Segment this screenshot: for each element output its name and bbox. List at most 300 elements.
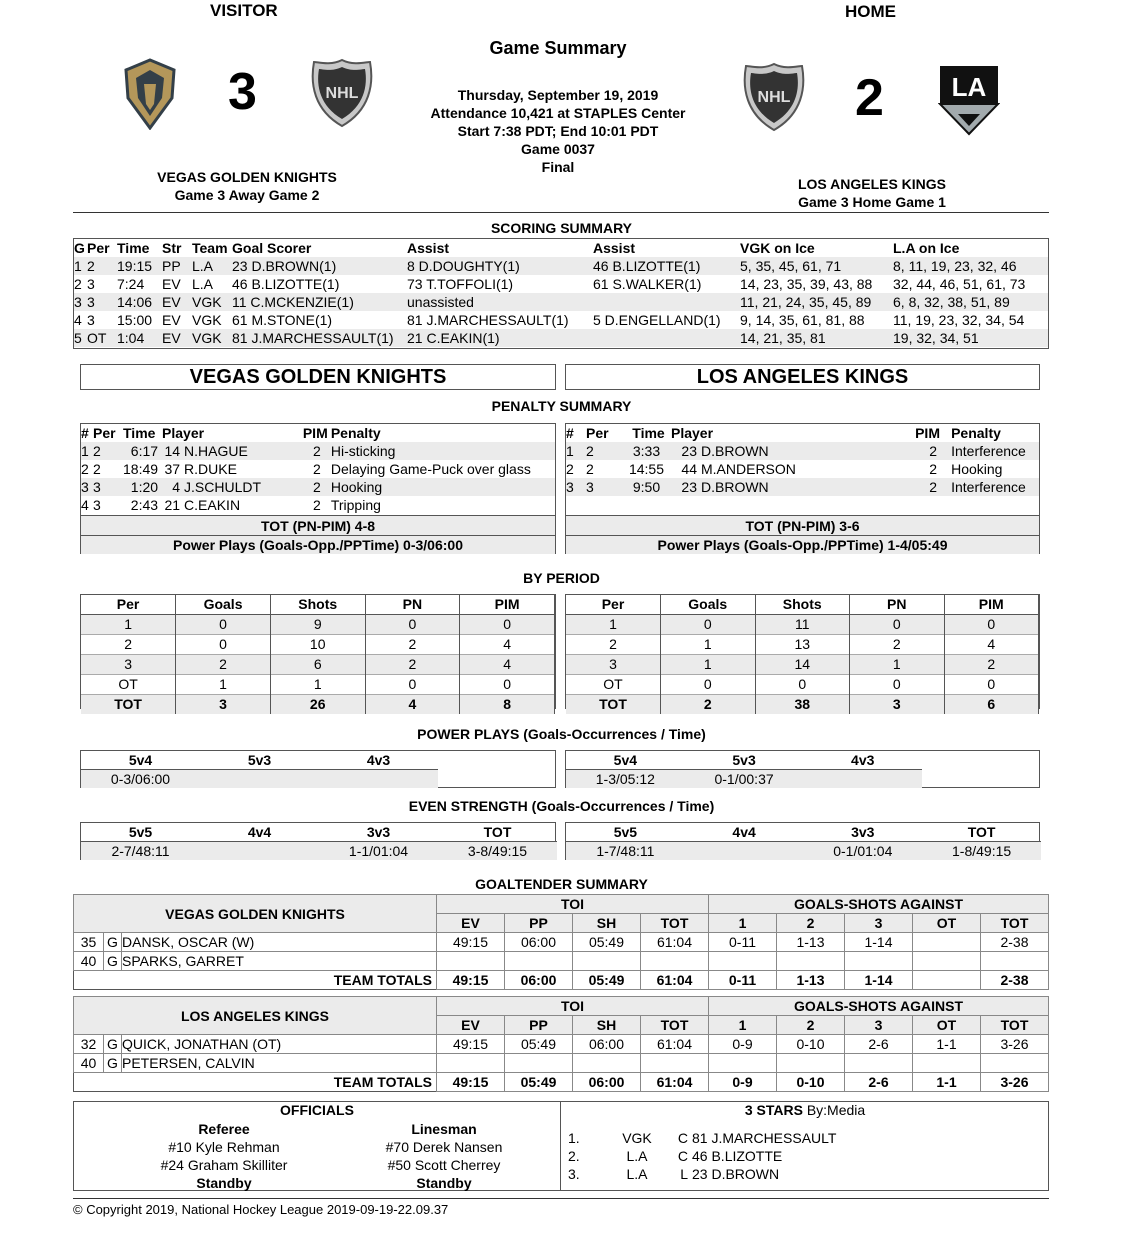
by-period-cell: 2 xyxy=(850,635,945,655)
toi-header: TOI xyxy=(437,997,709,1016)
goalie-cell xyxy=(777,952,845,971)
even_strength-cell: 2-7/48:11 xyxy=(111,843,170,859)
by-period-row xyxy=(81,675,555,695)
col-header: Goal Scorer xyxy=(232,240,312,256)
lak-penalty-table xyxy=(565,423,1040,554)
penalty-cell: 23 xyxy=(681,443,697,459)
goalie-row xyxy=(74,1035,1049,1054)
penalty-cell: 2 xyxy=(929,479,937,495)
by-period-cell: 2 xyxy=(365,655,460,675)
star-cell: L.A xyxy=(626,1148,648,1164)
linesman-name: #70 Derek Nansen xyxy=(385,1139,503,1155)
penalty-cell: 1 xyxy=(81,443,89,459)
col-header: Assist xyxy=(407,240,450,256)
by-period-cell: OT xyxy=(566,675,661,695)
by-period-cell: 1 xyxy=(270,675,365,695)
col-header: Time xyxy=(117,240,150,256)
goalie-row xyxy=(74,952,1049,971)
scoring-cell: 8 D.DOUGHTY(1) xyxy=(407,258,520,274)
col-header: 5v4 xyxy=(566,751,685,770)
by-period-row xyxy=(81,695,555,715)
scoring-cell: EV xyxy=(162,276,181,292)
penalty-cell: 2 xyxy=(929,461,937,477)
star-cell: L xyxy=(680,1166,688,1182)
scoring-cell: EV xyxy=(162,294,181,310)
goalie-cell: 49:15 xyxy=(437,1035,505,1054)
scoring-cell: 5 xyxy=(74,330,82,346)
three-stars-title: 3 STARS xyxy=(744,1102,803,1118)
team-totals-cell: 0-10 xyxy=(777,1073,845,1092)
by-period-cell: 3 xyxy=(566,655,661,675)
by-period-cell: 0 xyxy=(365,675,460,695)
scoring-cell: unassisted xyxy=(407,294,474,310)
power_plays-header-row xyxy=(566,751,922,770)
penalty-cell: Interference xyxy=(951,443,1026,459)
goalie-cell: 06:00 xyxy=(505,933,573,952)
team-totals-cell: 49:15 xyxy=(437,971,505,990)
by-period-cell: 2 xyxy=(176,655,271,675)
col-header: Shots xyxy=(270,595,365,615)
by-period-cell: OT xyxy=(81,675,176,695)
team-totals-cell: 2-38 xyxy=(981,971,1049,990)
by-period-cell: 2 xyxy=(365,635,460,655)
by-period-row xyxy=(566,655,1039,675)
scoring-cell: 5, 35, 45, 61, 71 xyxy=(740,258,842,274)
scoring-cell: 2 xyxy=(87,258,95,274)
vgk-team-banner: VEGAS GOLDEN KNIGHTS xyxy=(80,364,556,390)
power_plays-cell xyxy=(200,770,319,789)
even_strength-cell: 1-7/48:11 xyxy=(596,843,655,859)
penalty-cell: 3 xyxy=(566,479,574,495)
penalty-cell: 2 xyxy=(93,443,101,459)
penalty-summary-title: PENALTY SUMMARY xyxy=(491,398,632,414)
col-header: Str xyxy=(162,240,182,256)
even_strength-cell xyxy=(685,842,804,861)
power_plays-cell xyxy=(319,770,438,789)
scoring-cell: 2 xyxy=(74,276,82,292)
by-period-cell: 6 xyxy=(270,655,365,675)
scoring-cell: 3 xyxy=(87,276,95,292)
col-header: 2 xyxy=(777,1016,845,1035)
scoring-cell: 81 J.MARCHESSAULT(1) xyxy=(232,330,394,346)
col-header: Per xyxy=(81,595,176,615)
star-row xyxy=(568,1165,836,1183)
game-times: Start 7:38 PDT; End 10:01 PDT xyxy=(457,123,659,139)
scoring-cell: 3 xyxy=(87,294,95,310)
team-totals-cell: 61:04 xyxy=(641,1073,709,1092)
penalty-cell: Tripping xyxy=(330,497,381,513)
by-period-cell: 3 xyxy=(850,695,945,715)
scoring-cell: 8, 11, 19, 23, 32, 46 xyxy=(893,258,1017,274)
by-period-cell: 0 xyxy=(944,615,1039,635)
penalty-cell: 18:49 xyxy=(123,461,159,477)
star-cell: C xyxy=(677,1148,688,1164)
col-header: 3 xyxy=(845,1016,913,1035)
col-header: OT xyxy=(913,914,981,933)
col-header: Player xyxy=(162,425,205,441)
scoring-cell: 5 D.ENGELLAND(1) xyxy=(593,312,721,328)
page-title: Game Summary xyxy=(489,38,627,58)
star-cell: 1. xyxy=(568,1130,580,1146)
by-period-cell: TOT xyxy=(81,695,176,715)
svg-text:LA: LA xyxy=(951,72,987,102)
penalty-cell: Interference xyxy=(951,479,1026,495)
col-header: Per xyxy=(87,240,110,256)
col-header: 5v5 xyxy=(81,823,200,842)
penalty-cell: 2 xyxy=(586,443,594,459)
star-cell: 81 J.MARCHESSAULT xyxy=(692,1130,837,1146)
col-header: 5v4 xyxy=(81,751,200,770)
col-header: Team xyxy=(192,240,228,256)
power_plays-row xyxy=(566,770,922,789)
goalie-cell xyxy=(641,1054,709,1073)
game-status: Final xyxy=(541,159,575,175)
by-period-cell: 0 xyxy=(661,615,756,635)
goalie-cell: 40 xyxy=(74,952,104,971)
goalie-cell: 49:15 xyxy=(437,933,505,952)
goalie-cell: PETERSEN, CALVIN xyxy=(122,1054,437,1073)
by-period-row xyxy=(566,635,1039,655)
goalie-cell: 05:49 xyxy=(505,1035,573,1054)
col-header: TOT xyxy=(641,914,709,933)
goalie-cell xyxy=(981,952,1049,971)
scoring-row xyxy=(74,275,1048,293)
col-header: TOT xyxy=(981,914,1049,933)
by-period-cell: 6 xyxy=(944,695,1039,715)
penalty-header-row xyxy=(566,424,1039,442)
star-row xyxy=(568,1129,836,1147)
copyright: © Copyright 2019, National Hockey League 2019-09-19-22.09.37 xyxy=(73,1202,449,1217)
scoring-cell xyxy=(593,329,740,347)
col-header: G xyxy=(74,240,85,256)
scoring-summary-table xyxy=(73,238,1049,349)
scoring-summary-title: SCORING SUMMARY xyxy=(490,220,633,236)
scoring-cell: 21 C.EAKIN(1) xyxy=(407,330,500,346)
penalty-cell: 44 xyxy=(681,461,697,477)
col-header: OT xyxy=(913,1016,981,1035)
scoring-cell: 81 J.MARCHESSAULT(1) xyxy=(407,312,569,328)
goalie-cell: SPARKS, GARRET xyxy=(122,952,437,971)
goalie-cell: 0-9 xyxy=(709,1035,777,1054)
scoring-cell: 46 B.LIZOTTE(1) xyxy=(232,276,340,292)
goalie-cell xyxy=(437,1054,505,1073)
even_strength-cell: 0-1/01:04 xyxy=(833,843,893,859)
penalty-cell: 2 xyxy=(312,497,321,513)
vgk-goalie-table xyxy=(73,894,1049,990)
scoring-cell: EV xyxy=(162,330,181,346)
by-period-cell: 0 xyxy=(365,615,460,635)
penalty-cell: 37 xyxy=(164,461,181,477)
by-period-cell: 4 xyxy=(944,635,1039,655)
standby-label: Standby xyxy=(416,1175,472,1191)
col-header: 3v3 xyxy=(803,823,922,842)
goalie-cell: 2-38 xyxy=(981,933,1049,952)
game-number: Game 0037 xyxy=(521,141,595,157)
lak-even-strength-table xyxy=(565,822,1040,860)
col-header: 5v3 xyxy=(685,751,804,770)
scoring-cell: VGK xyxy=(192,330,222,346)
goalie-cell: G xyxy=(104,1035,122,1054)
star-cell: 46 B.LIZOTTE xyxy=(692,1148,783,1164)
penalty-cell: 2 xyxy=(81,461,89,477)
by-period-cell: 0 xyxy=(850,675,945,695)
scoring-cell: 11 C.MCKENZIE(1) xyxy=(232,294,354,310)
goalie-team-totals-row xyxy=(74,1073,1049,1092)
scoring-cell: 11, 21, 24, 35, 45, 89 xyxy=(740,294,872,310)
goalie-row xyxy=(74,933,1049,952)
star-cell: 23 D.BROWN xyxy=(692,1166,780,1182)
star-cell: 2. xyxy=(568,1148,580,1164)
by-period-row xyxy=(81,655,555,675)
penalty-cell: 4 xyxy=(81,497,89,513)
scoring-cell: OT xyxy=(87,330,107,346)
scoring-cell: 61 M.STONE(1) xyxy=(232,312,333,328)
divider xyxy=(73,212,1049,213)
col-header: 5v3 xyxy=(200,751,319,770)
scoring-header-row xyxy=(74,239,1048,257)
lak-by-period-table xyxy=(565,594,1040,712)
by-period-title: BY PERIOD xyxy=(523,570,600,586)
by-period-row xyxy=(566,615,1039,635)
even_strength-header-row xyxy=(566,823,1041,842)
power_plays-header-row xyxy=(81,751,438,770)
team-totals-cell: 61:04 xyxy=(641,971,709,990)
goalie-cell xyxy=(777,1054,845,1073)
officials-title: OFFICIALS xyxy=(280,1102,354,1118)
goalie-cell xyxy=(573,1054,641,1073)
by-period-row xyxy=(566,695,1039,715)
scoring-cell: 19, 32, 34, 51 xyxy=(893,330,979,346)
star-cell: C xyxy=(677,1130,688,1146)
scoring-cell: 32, 44, 46, 51, 61, 73 xyxy=(893,276,1026,292)
team-totals-cell: 49:15 xyxy=(437,1073,505,1092)
goalie-cell: DANSK, OSCAR (W) xyxy=(122,933,437,952)
even_strength-header-row xyxy=(81,823,557,842)
by-period-cell: 0 xyxy=(850,615,945,635)
scoring-cell: 14:06 xyxy=(117,294,153,310)
penalty-row xyxy=(566,442,1039,460)
penalty-cell: 2 xyxy=(586,461,594,477)
penalty-row xyxy=(566,460,1039,478)
vgk-power-plays: Power Plays (Goals-Opp./PPTime) 0-3/06:00 xyxy=(81,535,555,554)
by-period-cell: 3 xyxy=(81,655,176,675)
by-period-cell: 2 xyxy=(661,695,756,715)
divider xyxy=(73,1198,1049,1199)
goalie-cell xyxy=(437,952,505,971)
goals-shots-against-header: GOALS-SHOTS AGAINST xyxy=(709,895,1049,914)
by-period-cell: 0 xyxy=(460,615,555,635)
scoring-cell: 9, 14, 35, 61, 81, 88 xyxy=(740,312,865,328)
penalty-cell: 2 xyxy=(312,443,321,459)
by-period-row xyxy=(81,615,555,635)
goalie-team-name: VEGAS GOLDEN KNIGHTS xyxy=(74,895,437,933)
scoring-cell: 23 D.BROWN(1) xyxy=(232,258,337,274)
col-header: L.A on Ice xyxy=(893,240,960,256)
col-header: Shots xyxy=(755,595,850,615)
goalie-cell: G xyxy=(104,952,122,971)
goalie-cell: G xyxy=(104,933,122,952)
home-score: 2 xyxy=(855,69,884,127)
col-header: TOT xyxy=(922,823,1041,842)
goalie-cell: 2-6 xyxy=(845,1035,913,1054)
team-totals-label: TEAM TOTALS xyxy=(74,971,437,990)
scoring-cell: 61 S.WALKER(1) xyxy=(593,276,702,292)
col-header: PP xyxy=(505,914,573,933)
scoring-cell: 4 xyxy=(74,312,82,328)
penalty-header-row xyxy=(81,424,555,442)
penalty-cell: 2:43 xyxy=(130,497,159,513)
penalty-cell: 1 xyxy=(566,443,574,459)
penalty-row xyxy=(81,478,555,496)
col-header: 3v3 xyxy=(319,823,438,842)
scoring-cell: 15:00 xyxy=(117,312,153,328)
goalie-cell: 0-11 xyxy=(709,933,777,952)
by-period-cell: 0 xyxy=(661,675,756,695)
home-label: HOME xyxy=(845,2,896,21)
scoring-cell: 3 xyxy=(87,312,95,328)
goalie-cell xyxy=(913,952,981,971)
scoring-row xyxy=(74,311,1048,329)
col-header: Assist xyxy=(593,240,636,256)
by-period-cell: 1 xyxy=(176,675,271,695)
goalie-cell xyxy=(573,952,641,971)
goalie-cell: 32 xyxy=(74,1035,104,1054)
penalty-cell: 2 xyxy=(93,461,101,477)
vgk-by-period-table xyxy=(80,594,556,712)
scoring-row xyxy=(74,293,1048,311)
even_strength-cell: 1-1/01:04 xyxy=(348,843,409,859)
by-period-cell: 0 xyxy=(460,675,555,695)
visitor-label: VISITOR xyxy=(210,1,278,20)
col-header: 3 xyxy=(845,914,913,933)
home-team-name: LOS ANGELES KINGS xyxy=(797,176,947,192)
goalie-cell: QUICK, JONATHAN (OT) xyxy=(122,1035,437,1054)
penalty-cell: J.SCHULDT xyxy=(184,479,262,495)
goalie-cell xyxy=(845,952,913,971)
col-header: PP xyxy=(505,1016,573,1035)
col-header: Penalty xyxy=(330,425,381,441)
goalie-cell xyxy=(505,952,573,971)
team-totals-cell: 0-11 xyxy=(709,971,777,990)
goalie-cell xyxy=(641,952,709,971)
star-cell: VGK xyxy=(622,1130,652,1146)
penalty-cell: 3 xyxy=(93,497,101,513)
goalie-cell: 40 xyxy=(74,1054,104,1073)
goalie-cell xyxy=(709,1054,777,1073)
col-header: TOT xyxy=(641,1016,709,1035)
goalie-cell xyxy=(913,933,981,952)
goalie-cell xyxy=(845,1054,913,1073)
scoring-cell: L.A xyxy=(192,276,214,292)
col-header: 2 xyxy=(777,914,845,933)
col-header: 4v4 xyxy=(200,823,319,842)
goalie-cell: 1-14 xyxy=(845,933,913,952)
lak-power-plays: Power Plays (Goals-Opp./PPTime) 1-4/05:49 xyxy=(566,535,1039,554)
penalty-row xyxy=(81,496,555,514)
team-totals-cell: 1-14 xyxy=(845,971,913,990)
vgk-penalty-table xyxy=(80,423,556,554)
lak-team-banner: LOS ANGELES KINGS xyxy=(565,364,1040,390)
penalty-cell: 2 xyxy=(312,461,321,477)
by-period-cell: 0 xyxy=(176,615,271,635)
col-header: 1 xyxy=(709,1016,777,1035)
by-period-row xyxy=(81,635,555,655)
goalie-cell: 1-1 xyxy=(913,1035,981,1054)
col-header: Per xyxy=(93,425,116,441)
vgk-logo xyxy=(122,58,178,130)
by-period-cell: 10 xyxy=(270,635,365,655)
col-header: Goals xyxy=(661,595,756,615)
by-period-cell: 3 xyxy=(176,695,271,715)
scoring-cell: 1:04 xyxy=(117,330,145,346)
by-period-cell: 4 xyxy=(365,695,460,715)
penalty-cell: 9:50 xyxy=(632,479,661,495)
scoring-cell: L.A xyxy=(192,258,214,274)
penalty-cell: 2 xyxy=(929,443,937,459)
penalty-cell: 3:33 xyxy=(632,443,661,459)
penalty-cell: 2 xyxy=(312,479,321,495)
scoring-cell xyxy=(593,293,740,311)
col-header: PIM xyxy=(460,595,555,615)
penalty-row xyxy=(81,460,555,478)
penalty-cell: Hi-sticking xyxy=(330,443,396,459)
goalie-cell xyxy=(709,952,777,971)
goals-shots-against-header: GOALS-SHOTS AGAINST xyxy=(709,997,1049,1016)
visitor-game-info: Game 3 Away Game 2 xyxy=(174,187,320,203)
goalie-cell: 0-10 xyxy=(777,1035,845,1054)
by-period-cell: 26 xyxy=(270,695,365,715)
team-totals-cell xyxy=(913,971,981,990)
visitor-score: 3 xyxy=(228,63,257,121)
by-period-row xyxy=(566,675,1039,695)
team-totals-label: TEAM TOTALS xyxy=(74,1073,437,1092)
col-header: Per xyxy=(566,595,661,615)
goalie-cell: 61:04 xyxy=(641,933,709,952)
penalty-cell: 23 xyxy=(681,479,697,495)
nhl-logo xyxy=(742,62,806,132)
scoring-cell: 3 xyxy=(74,294,82,310)
visitor-team-name: VEGAS GOLDEN KNIGHTS xyxy=(157,169,337,185)
col-header: 4v4 xyxy=(685,823,804,842)
goalie-header-row xyxy=(74,895,1049,914)
penalty-cell: C.EAKIN xyxy=(184,497,241,513)
lak-penalty-total: TOT (PN-PIM) 3-6 xyxy=(566,515,1039,535)
scoring-row xyxy=(74,257,1048,275)
col-header: # xyxy=(81,425,89,441)
col-header: Player xyxy=(671,425,714,441)
scoring-cell: 1 xyxy=(74,258,82,274)
penalty-cell: Hooking xyxy=(330,479,383,495)
home-game-info: Game 3 Home Game 1 xyxy=(798,194,946,210)
by-period-cell: 1 xyxy=(850,655,945,675)
by-period-cell: 0 xyxy=(944,675,1039,695)
attendance: Attendance 10,421 at STAPLES Center xyxy=(430,105,686,121)
col-header: PN xyxy=(850,595,945,615)
col-header: EV xyxy=(437,1016,505,1035)
col-header: EV xyxy=(437,914,505,933)
star-row xyxy=(568,1147,836,1165)
goalie-cell xyxy=(505,1054,573,1073)
even-strength-title: EVEN STRENGTH (Goals-Occurrences / Time) xyxy=(408,798,715,814)
by-period-cell: 4 xyxy=(460,635,555,655)
team-totals-cell: 06:00 xyxy=(573,1073,641,1092)
goalie-team-name: LOS ANGELES KINGS xyxy=(74,997,437,1035)
penalty-row xyxy=(81,442,555,460)
goalie-cell: G xyxy=(104,1054,122,1073)
penalty-cell: R.DUKE xyxy=(184,461,237,477)
by-period-cell: TOT xyxy=(566,695,661,715)
col-header: 4v3 xyxy=(803,751,922,770)
